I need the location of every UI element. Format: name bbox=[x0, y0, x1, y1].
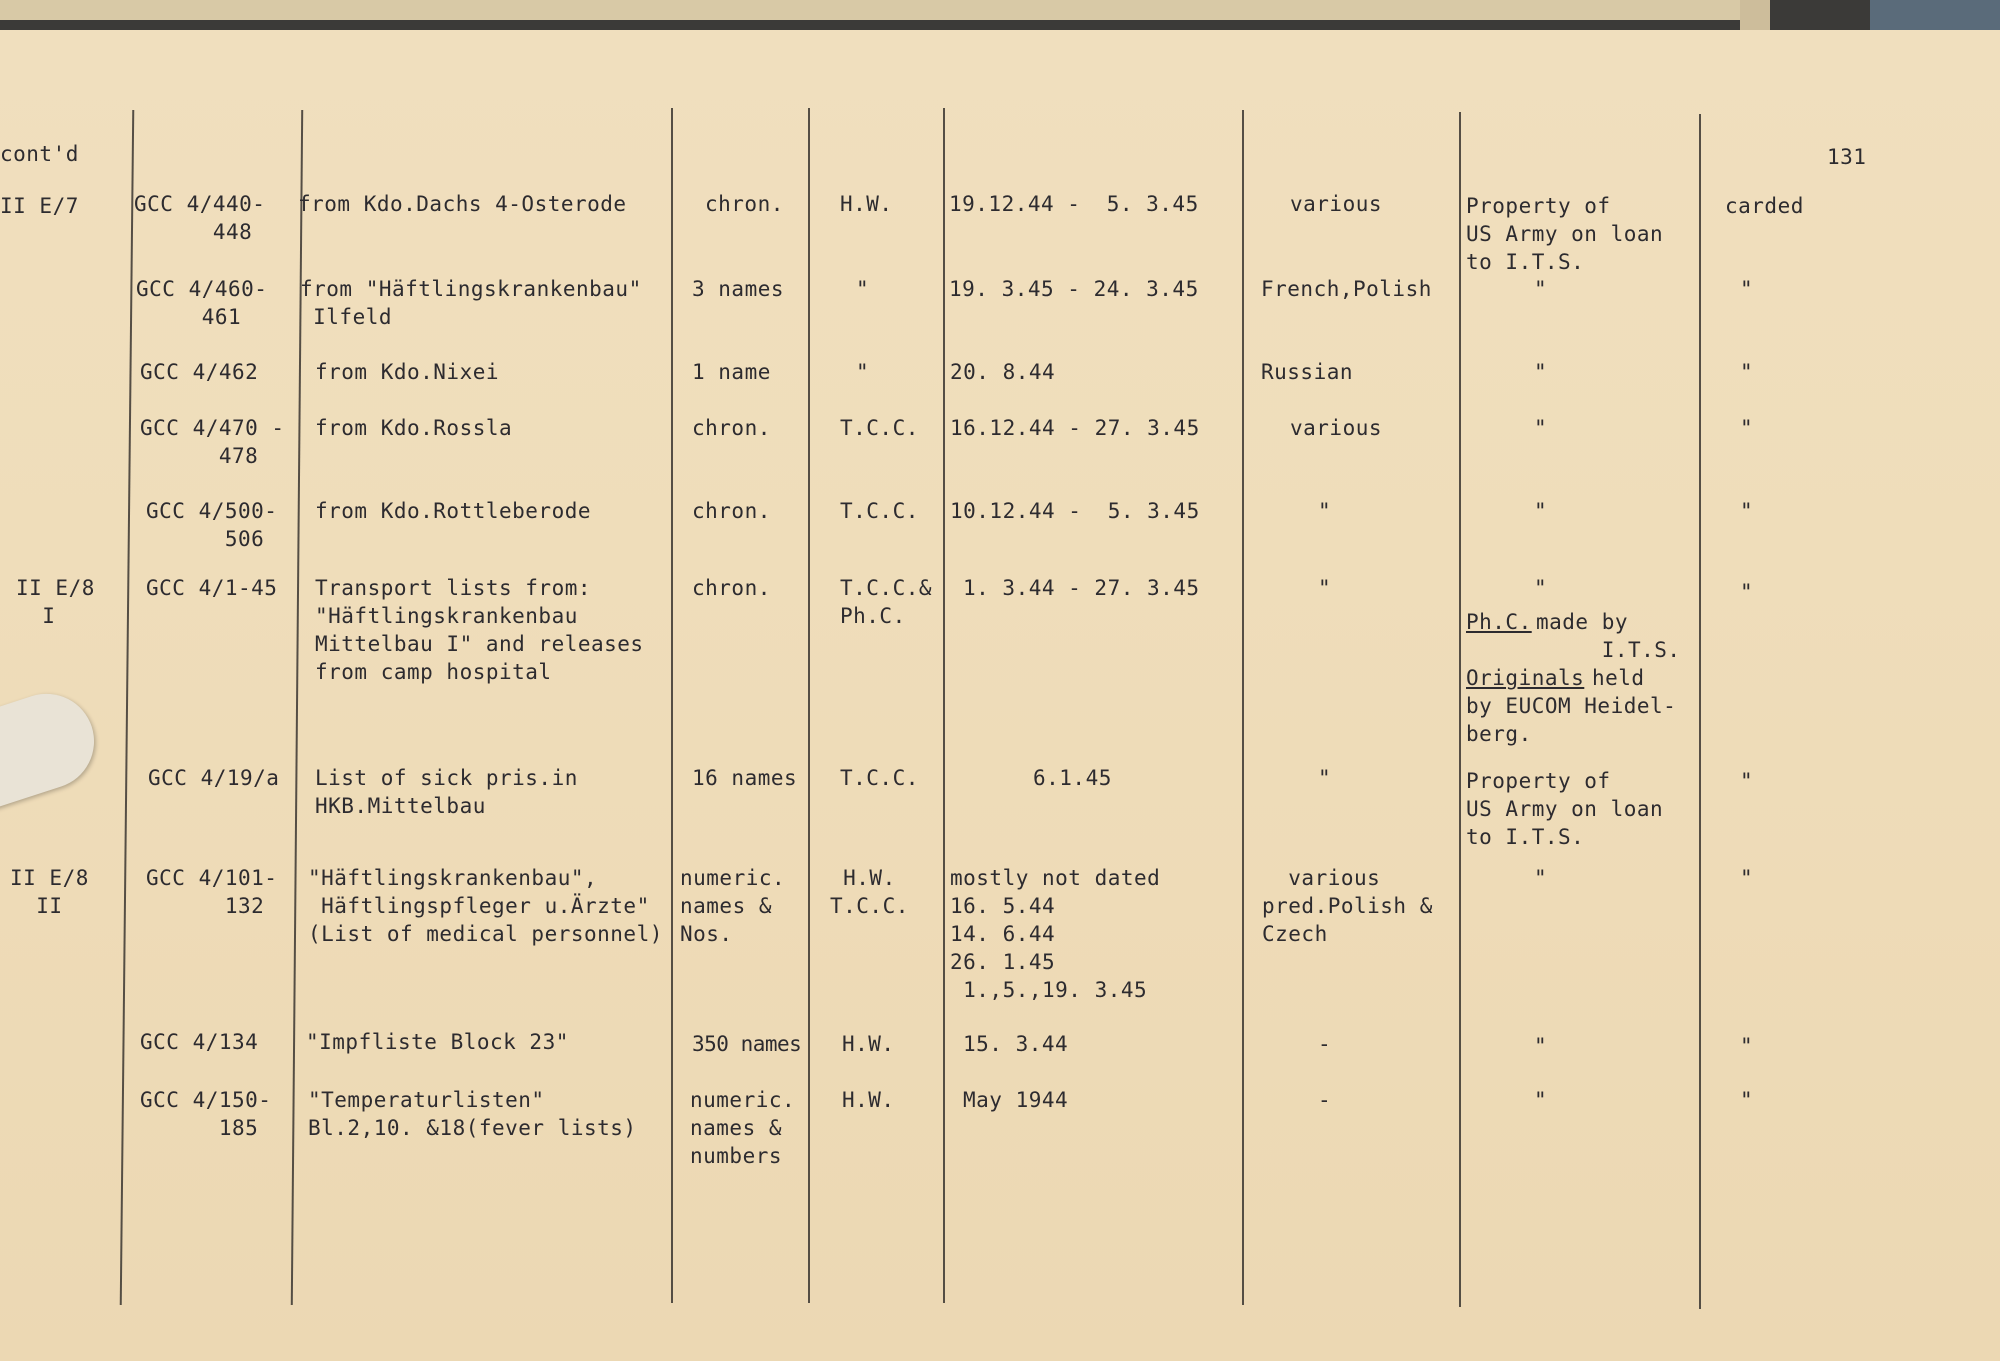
ref-cell: GCC 4/440- 448 bbox=[134, 192, 266, 244]
dates-cell: May 1944 bbox=[963, 1088, 1069, 1112]
desc-cell: "Impfliste Block 23" bbox=[306, 1030, 569, 1054]
remarks-cell: " bbox=[1534, 277, 1548, 301]
desc-cell: List of sick pris.in HKB.Mittelbau bbox=[315, 766, 578, 818]
dates-cell: 15. 3.44 bbox=[963, 1032, 1069, 1056]
ref-cell: GCC 4/134 bbox=[140, 1030, 259, 1054]
remarks-cell: " bbox=[1534, 360, 1548, 384]
remarks-originals-text: held by EUCOM Heidel- berg. bbox=[1466, 666, 1677, 746]
kind-cell: chron. bbox=[692, 576, 771, 600]
dates-cell: 20. 8.44 bbox=[950, 360, 1056, 384]
kind-cell: 3 names bbox=[692, 277, 785, 301]
section-cell: II E/8 I bbox=[16, 576, 95, 628]
dates-cell: 19. 3.45 - 24. 3.45 bbox=[949, 277, 1199, 301]
ref-cell: GCC 4/19/a bbox=[148, 766, 280, 790]
desc-cell: from Kdo.Rossla bbox=[315, 416, 513, 440]
carded-cell: " bbox=[1740, 416, 1754, 440]
index-tab bbox=[0, 681, 106, 813]
column-rule bbox=[1242, 110, 1244, 1305]
ref-cell: GCC 4/1-45 bbox=[146, 576, 278, 600]
form-cell: " bbox=[856, 277, 870, 301]
ref-cell: GCC 4/460- 461 bbox=[136, 277, 268, 329]
carded-cell: " bbox=[1740, 580, 1754, 604]
nationality-cell: - bbox=[1318, 1088, 1332, 1112]
section-cell: II E/8 II bbox=[10, 866, 89, 918]
column-rule bbox=[120, 110, 135, 1305]
ref-cell: GCC 4/500- 506 bbox=[146, 499, 278, 551]
dates-cell: 10.12.44 - 5. 3.45 bbox=[950, 499, 1200, 523]
dates-cell: mostly not dated 16. 5.44 14. 6.44 26. 1.45 1.,5.,19. 3.45 bbox=[950, 866, 1161, 1002]
column-rule bbox=[1459, 112, 1461, 1307]
column-rule bbox=[943, 108, 945, 1303]
ref-cell: GCC 4/462 bbox=[140, 360, 259, 384]
desc-cell: from Kdo.Dachs 4-Osterode bbox=[298, 192, 627, 216]
form-cell: T.C.C. bbox=[840, 416, 919, 440]
remarks-note-text: made by I.T.S. bbox=[1536, 610, 1681, 662]
ref-cell: GCC 4/470 - 478 bbox=[140, 416, 285, 468]
form-cell: T.C.C. bbox=[840, 766, 919, 790]
remarks-note-label: Ph.C. bbox=[1466, 610, 1532, 634]
nationality-cell: various pred.Polish & Czech bbox=[1262, 866, 1433, 946]
desc-cell: from Kdo.Nixei bbox=[315, 360, 500, 384]
nationality-cell: - bbox=[1318, 1032, 1332, 1056]
dates-cell: 16.12.44 - 27. 3.45 bbox=[950, 416, 1200, 440]
column-rule bbox=[1699, 114, 1701, 1309]
carded-cell: " bbox=[1740, 277, 1754, 301]
kind-cell: 350 names bbox=[692, 1032, 802, 1056]
kind-cell: 1 name bbox=[692, 360, 771, 384]
carded-cell: " bbox=[1740, 1034, 1754, 1058]
carded-cell: " bbox=[1740, 499, 1754, 523]
carded-cell: carded bbox=[1725, 194, 1804, 218]
kind-cell: numeric. names & numbers bbox=[690, 1088, 796, 1168]
form-cell: H.W. bbox=[840, 192, 893, 216]
desc-cell: from "Häftlingskrankenbau" Ilfeld bbox=[300, 277, 642, 329]
nationality-cell: various bbox=[1290, 192, 1383, 216]
carded-cell: " bbox=[1740, 866, 1754, 890]
desc-cell: "Häftlingskrankenbau", Häftlingspfleger u.Ärzte" (List of medical personnel) bbox=[308, 866, 663, 946]
page-top-edge bbox=[0, 0, 1740, 20]
remarks-cell: " bbox=[1534, 416, 1548, 440]
ref-cell: GCC 4/150- 185 bbox=[140, 1088, 272, 1140]
desc-cell: Transport lists from: "Häftlingskrankenbau Mittelbau I" and releases from camp hospital bbox=[315, 576, 644, 684]
kind-cell: 16 names bbox=[692, 766, 798, 790]
column-rule bbox=[808, 108, 810, 1303]
kind-cell: chron. bbox=[705, 192, 784, 216]
kind-cell: chron. bbox=[692, 499, 771, 523]
desc-cell: "Temperaturlisten" Bl.2,10. &18(fever lists) bbox=[308, 1088, 637, 1140]
dates-cell: 1. 3.44 - 27. 3.45 bbox=[963, 576, 1200, 600]
column-rule bbox=[671, 108, 673, 1303]
remarks-cell: " bbox=[1534, 499, 1548, 523]
contd-label: cont'd bbox=[0, 142, 79, 166]
carded-cell: " bbox=[1740, 1088, 1754, 1112]
form-cell: " bbox=[856, 360, 870, 384]
carded-cell: " bbox=[1740, 360, 1754, 384]
carded-cell: " bbox=[1740, 769, 1754, 793]
remarks-cell: " bbox=[1534, 866, 1548, 890]
nationality-cell: various bbox=[1290, 416, 1383, 440]
page-number: 131 bbox=[1827, 145, 1867, 169]
nationality-cell: French,Polish bbox=[1261, 277, 1432, 301]
form-cell: T.C.C. bbox=[840, 499, 919, 523]
dates-cell: 19.12.44 - 5. 3.45 bbox=[949, 192, 1199, 216]
ref-cell: GCC 4/101- 132 bbox=[146, 866, 278, 918]
ledger-page bbox=[0, 30, 2000, 1361]
remarks-originals-label: Originals bbox=[1466, 666, 1585, 690]
nationality-cell: " bbox=[1318, 576, 1332, 600]
remarks-cell: " bbox=[1534, 1034, 1548, 1058]
remarks-cell: Property of US Army on loan to I.T.S. bbox=[1466, 194, 1664, 274]
dates-cell: 6.1.45 bbox=[1033, 766, 1112, 790]
nationality-cell: " bbox=[1318, 499, 1332, 523]
kind-cell: numeric. names & Nos. bbox=[680, 866, 786, 946]
remarks-cell: " bbox=[1534, 1088, 1548, 1112]
section-cell: II E/7 bbox=[0, 194, 79, 218]
form-cell: H.W. bbox=[842, 1088, 895, 1112]
nationality-cell: " bbox=[1318, 766, 1332, 790]
form-cell: T.C.C.& Ph.C. bbox=[840, 576, 933, 628]
remarks-cell: Property of US Army on loan to I.T.S. bbox=[1466, 769, 1664, 849]
form-cell: H.W. T.C.C. bbox=[830, 866, 909, 918]
form-cell: H.W. bbox=[842, 1032, 895, 1056]
remarks-cell: " bbox=[1534, 576, 1548, 600]
nationality-cell: Russian bbox=[1261, 360, 1354, 384]
desc-cell: from Kdo.Rottleberode bbox=[315, 499, 592, 523]
kind-cell: chron. bbox=[692, 416, 771, 440]
